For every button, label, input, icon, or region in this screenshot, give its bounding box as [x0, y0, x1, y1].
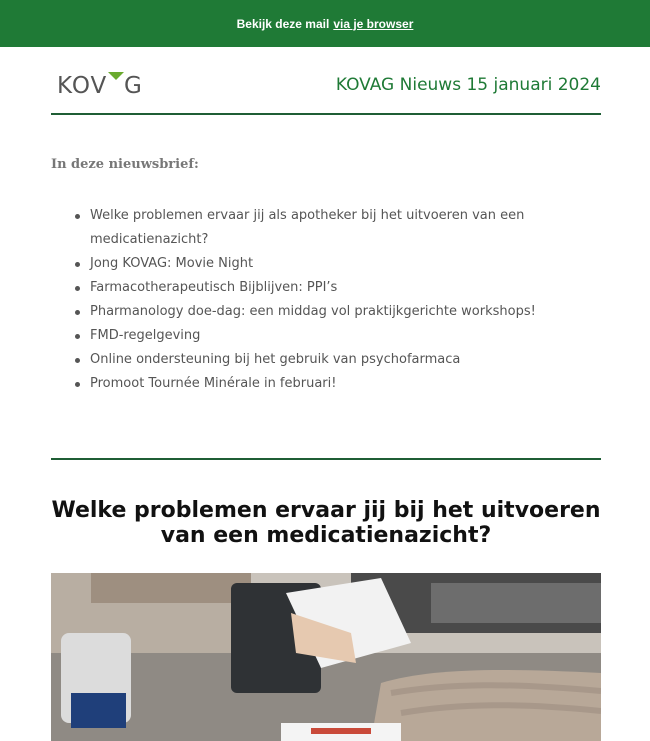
toc-item[interactable]: FMD-regelgeving: [90, 324, 610, 348]
toc-item[interactable]: Farmacotherapeutisch Bijblijven: PPI’s: [90, 276, 610, 300]
header-divider: [51, 113, 601, 115]
toc-item[interactable]: Promoot Tournée Minérale in februari!: [90, 372, 610, 396]
toc-item[interactable]: Pharmanology doe-dag: een middag vol praktijkgerichte workshops!: [90, 300, 610, 324]
logo-a-with-triangle: [107, 73, 124, 99]
view-in-browser-link[interactable]: via je browser: [333, 16, 414, 31]
pharmacy-counter-image: [51, 573, 601, 741]
kovag-logo[interactable]: [57, 73, 143, 99]
article-photo: [51, 573, 601, 741]
toc-item[interactable]: Jong KOVAG: Movie Night: [90, 252, 610, 276]
table-of-contents: [56, 204, 610, 396]
logo-text-part: G: [124, 73, 143, 99]
newsletter-title: KOVAG Nieuws 15 januari 2024: [335, 75, 601, 95]
view-in-browser-text: Bekijk deze mail: [236, 16, 330, 31]
intro-heading: In deze nieuwsbrief:: [51, 157, 199, 172]
toc-item[interactable]: Online ondersteuning bij het gebruik van psychofarmaca: [90, 348, 610, 372]
logo-text-part: KOV: [57, 73, 108, 99]
section-divider: [51, 458, 601, 460]
toc-item[interactable]: Welke problemen ervaar jij als apotheker bij het uitvoeren van een medicatienazicht?: [90, 204, 610, 252]
article-title: Welke problemen ervaar jij bij het uitvoeren van een medicatienazicht?: [51, 498, 601, 548]
newsletter-header: [51, 67, 601, 107]
view-in-browser-bar: [0, 0, 650, 47]
